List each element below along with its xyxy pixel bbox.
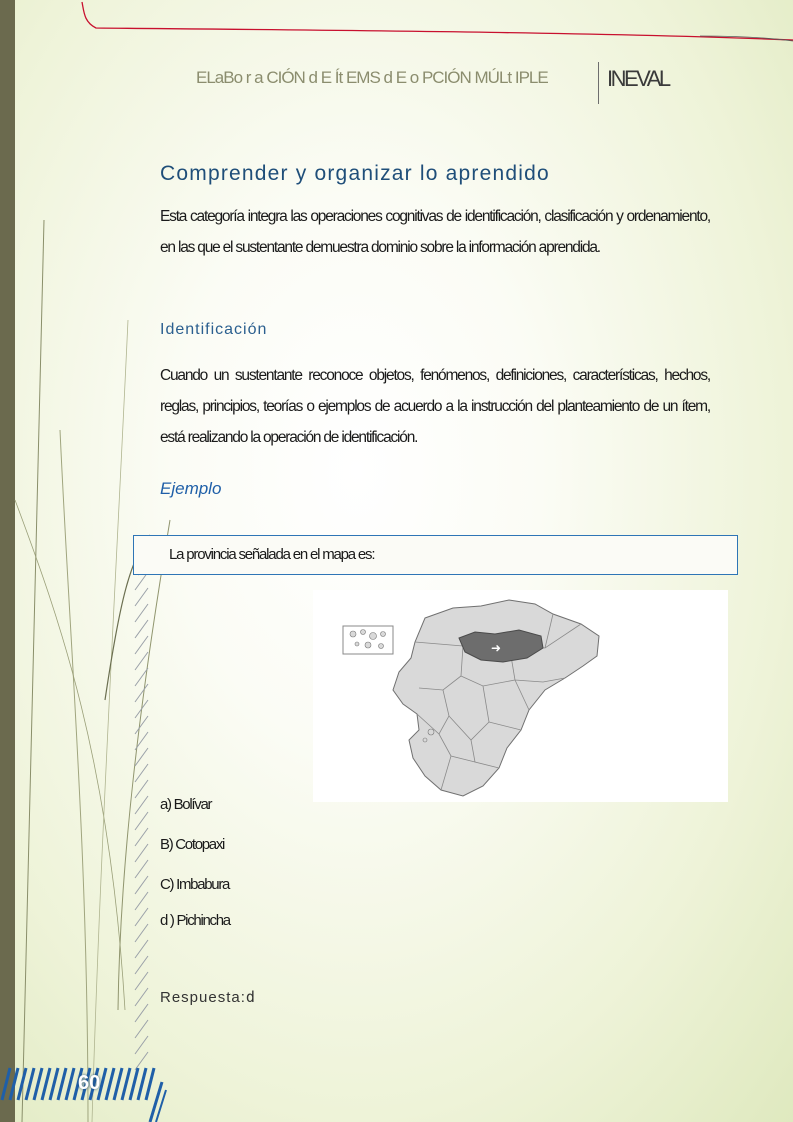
question-text: La provincia señalada en el mapa es: xyxy=(169,546,375,563)
subsection-title: Identificación xyxy=(160,321,268,338)
ineval-logo: INEVAL xyxy=(607,66,669,91)
answer xyxy=(160,988,255,1006)
identification-paragraph: Cuando un sustentante reconoce objetos, fenómenos, definiciones, características, hechos, reglas, principios, teorías o ejemplos de acuerdo a la instrucción del planteamiento de un ítem, está realizando la operación de identificación. xyxy=(160,367,710,446)
example-label: Ejemplo xyxy=(160,479,222,498)
answer-label: Respuesta: xyxy=(160,989,246,1006)
option-a: a) Bolívar xyxy=(160,796,212,813)
mainland-outline xyxy=(393,600,599,796)
header-title: ELaBo r a CIÓN d E Ít EMS d E o PCIÓN MÚLt IPLE xyxy=(196,68,548,87)
page-number: 60 xyxy=(78,1072,101,1094)
header-red-curve xyxy=(82,2,793,40)
section-title: Comprender y organizar lo aprendido xyxy=(160,162,550,185)
answer-value: d xyxy=(245,988,255,1006)
question-box xyxy=(133,535,738,575)
option-d: d ) Pichincha xyxy=(160,912,230,929)
header-divider xyxy=(598,62,599,104)
ecuador-map xyxy=(313,590,728,802)
intro-paragraph: Esta categoría integra las operaciones cognitivas de identificación, clasificación y ordenamiento, en las que el sustentante demuestra dominio sobre la información aprendida. xyxy=(160,208,710,256)
option-c: C) Imbabura xyxy=(160,876,230,893)
option-b: B) Cotopaxi xyxy=(160,836,225,853)
map-figure xyxy=(313,590,728,802)
svg-text:➜: ➜ xyxy=(491,641,502,655)
